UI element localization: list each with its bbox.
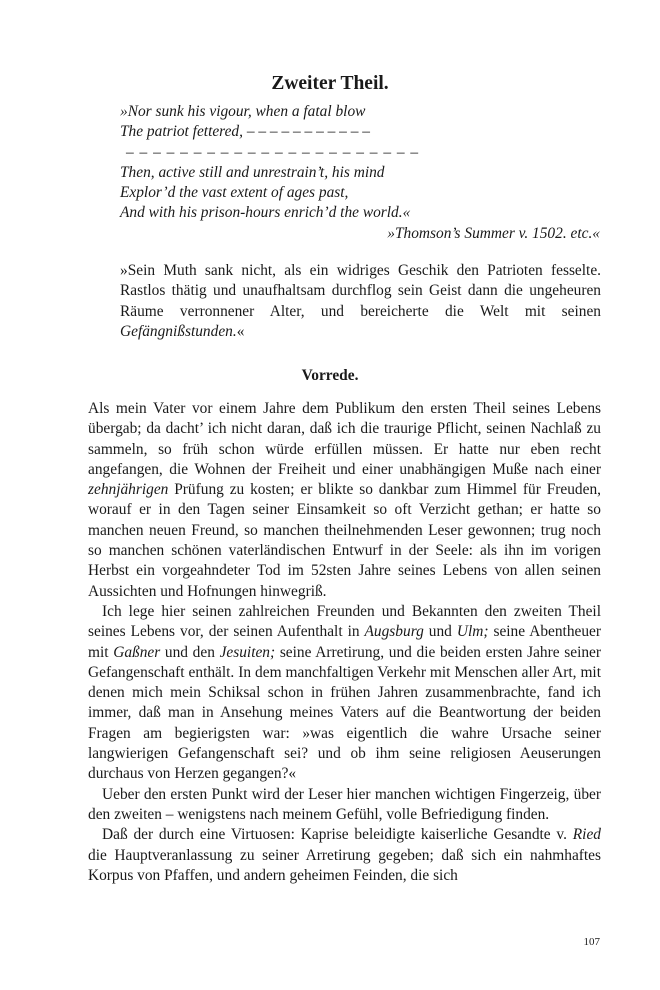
paragraph-text: Prüfung zu kosten; er blikte so dankbar zum Himmel für Freuden, worauf er in den Tagen seiner Einsamkeit so oft Verzicht gethan; er hatte so manchen neuen Freund, so manchen theilnehmenden Leser gewonnen; trug noch so manchen schönen vaterländischen Entwurf in der Seele: als ihn im vorigen Herbst ein vorgeahndeter Tod im 52sten Jahre seines Lebens von allen seinen Aussichten und Hofnungen hinwegriß.: [88, 481, 601, 600]
epigraph-line: Explor’d the vast extent of ages past,: [120, 184, 349, 202]
paragraph-text: und den: [160, 643, 220, 661]
paragraph-text: seine Arretirung, und die beiden ersten Jahre seiner Gefangenschaft enthält. In dem manchfaltigen Verkehr mit Menschen aller Art, mit denen mich mein Schiksal schon in frühen Jahren zusammenbrachte, fand ich immer, daß man in Ansehung meines Vaters auf die Beantwortung der beiden Fragen am begierigsten war: »was eigentlich die wahre Ursache seiner langwierigen Gefangenschaft sei? und ob ihm seine religiosen Aeuserungen durchaus von Herzen gegangen?«: [88, 643, 601, 783]
preface-body: [88, 399, 601, 886]
translation-text: »Sein Muth sank nicht, als ein widriges Geschik den Patrioten fesselte. Rastlos thätig und unaufhaltsam durchflog sein Geist dann die ungeheuren Räume verronnener Alter, und bereicherte die Welt mit seinen: [120, 262, 601, 320]
epigraph-line: The patriot fettered, – – – – – – – – – – –: [120, 123, 370, 141]
paragraph-text: seine Abentheuer mit: [88, 623, 601, 661]
paragraph-text: Ich lege hier seinen zahlreichen Freunden und Bekannten den zweiten Theil seines Lebens vor, der seinen Aufenthalt in: [88, 602, 601, 641]
epigraph-line: And with his prison-hours enrich’d the world.«: [120, 204, 411, 222]
epigraph-dash-line: – – – – – – – – – – – – – – – – – – – – – –: [126, 143, 420, 161]
paragraph-text: Als mein Vater vor einem Jahre dem Publikum den ersten Theil seines Lebens übergab; da dacht’ ich nicht daran, daß ich die traurige Pflicht, seinen Nachlaß zu sammeln, so früh schon würde erfüllen müssen. Er hatte nur eben recht angefangen, die Wohnen der Freiheit und einer unabhängigen Muße nach einer: [88, 400, 601, 478]
section-title: Vorrede.: [301, 367, 359, 384]
paragraph-emphasis: Jesuiten;: [219, 643, 276, 661]
translation-closing-quote: «: [236, 322, 245, 340]
part-title: Zweiter Theil.: [271, 73, 389, 94]
paragraph-text: und: [423, 623, 457, 641]
paragraph: [88, 825, 601, 886]
epigraph-line: »Nor sunk his vigour, when a fatal blow: [120, 103, 366, 120]
paragraph: [88, 399, 601, 602]
paragraph: [88, 602, 601, 785]
paragraph-text: Ueber den ersten Punkt wird der Leser hier manchen wichtigen Fingerzeig, über den zweiten – wenigstens nach meinem Gefühl, volle Befriedigung finden.: [88, 785, 601, 823]
paragraph: [88, 785, 601, 826]
page-number: 107: [583, 936, 600, 948]
translation-paragraph: [120, 261, 601, 342]
paragraph-emphasis: Gaßner: [113, 643, 161, 661]
paragraph-text: die Hauptveranlassung zu seiner Arretirung gegeben; daß sich ein nahmhaftes Korpus von Pfaffen, und andern geheimen Feinden, die sich: [88, 846, 601, 884]
paragraph-emphasis: Ulm;: [456, 623, 489, 641]
paragraph-emphasis: Ried: [572, 826, 601, 844]
epigraph-translation: [120, 261, 601, 342]
translation-emphasis: Gefängnißstunden.: [120, 322, 237, 340]
paragraph-text: Daß der durch eine Virtuosen: Kaprise beleidigte kaiserliche Gesandte v.: [102, 826, 573, 844]
epigraph-source: »Thomson’s Summer v. 1502. etc.«: [387, 224, 600, 242]
epigraph-line: Then, active still and unrestrain’t, his mind: [120, 163, 385, 181]
paragraph-emphasis: zehnjährigen: [88, 481, 169, 499]
epigraph: [120, 102, 600, 244]
paragraph-emphasis: Augsburg: [364, 623, 424, 641]
